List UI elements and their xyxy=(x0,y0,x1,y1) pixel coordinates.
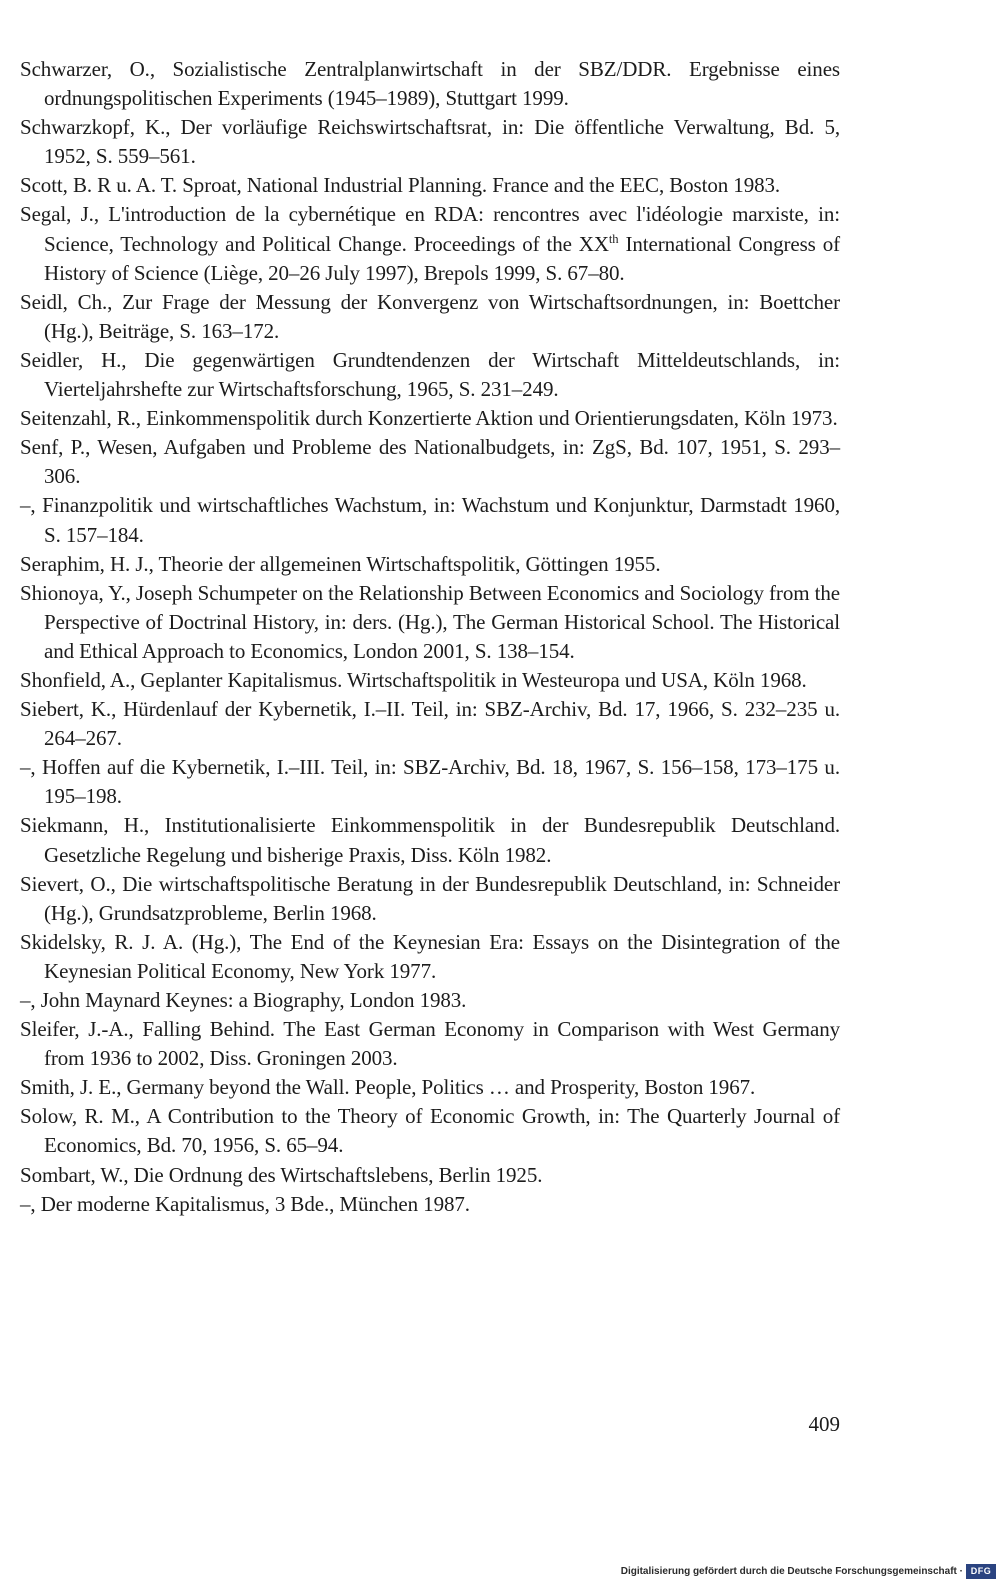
bibliography-entry: Sleifer, J.-A., Falling Behind. The East German Economy in Comparison with West Germany from 1936 to 2002, Diss. Groningen 2003. xyxy=(20,1017,840,1071)
bibliography-entry: Schwarzer, O., Sozialistische Zentralplanwirtschaft in der SBZ/DDR. Ergebnisse eines ordnungspolitischen Experiments (1945–1989), Stuttgart 1999. xyxy=(20,57,840,111)
ordinal-superscript: th xyxy=(608,231,619,246)
bibliography-entry: –, Hoffen auf die Kybernetik, I.–III. Teil, in: SBZ-Archiv, Bd. 18, 1967, S. 156–158, 173–175 u. 195–198. xyxy=(20,755,840,809)
bibliography-entry: Shonfield, A., Geplanter Kapitalismus. Wirtschaftspolitik in Westeuropa und USA, Köln 1968. xyxy=(20,667,807,692)
bibliography-entry: –, Der moderne Kapitalismus, 3 Bde., München 1987. xyxy=(20,1191,470,1216)
bibliography-entry: Seitenzahl, R., Einkommenspolitik durch Konzertierte Aktion und Orientierungsdaten, Köln 1973. xyxy=(20,406,838,431)
bibliography-entry: Smith, J. E., Germany beyond the Wall. People, Politics … and Prosperity, Boston 1967. xyxy=(20,1075,756,1100)
bibliography-entry: Seidler, H., Die gegenwärtigen Grundtendenzen der Wirtschaft Mitteldeutschlands, in: Vierteljahrshefte zur Wirtschaftsforschung, 1965, S. 231–249. xyxy=(20,347,840,402)
bibliography-entry: Skidelsky, R. J. A. (Hg.), The End of the Keynesian Era: Essays on the Disintegration of the Keynesian Political Economy, New York 1977. xyxy=(20,929,840,983)
bibliography-entry: Sievert, O., Die wirtschaftspolitische Beratung in der Bundesrepublik Deutschland, in: Schneider (Hg.), Grundsatzprobleme, Berlin 1968. xyxy=(20,871,840,925)
bibliography-list xyxy=(20,55,840,1219)
page-number: 409 xyxy=(808,1412,840,1436)
dfg-logo: DFG xyxy=(966,1564,996,1579)
bibliography-entry: Schwarzkopf, K., Der vorläufige Reichswirtschaftsrat, in: Die öffentliche Verwaltung, Bd. 5, 1952, S. 559–561. xyxy=(20,115,840,169)
bibliography-entry: Segal, J., L'introduction de la cybernétique en RDA: rencontres avec l'idéologie marxiste, in: Science, Technology and Political Change. Proceedings of the XXth International Congress of History of Science (Liège, 20–26 July 1997), Brepols 1999, S. 67–80. xyxy=(20,202,840,285)
bibliography-entry: Sombart, W., Die Ordnung des Wirtschaftslebens, Berlin 1925. xyxy=(20,1162,543,1187)
bibliography-entry: Seraphim, H. J., Theorie der allgemeinen Wirtschaftspolitik, Göttingen 1955. xyxy=(20,551,661,576)
bibliography-entry: Siekmann, H., Institutionalisierte Einkommenspolitik in der Bundesrepublik Deutschland. Gesetzliche Regelung und bisherige Praxis, Diss. Köln 1982. xyxy=(20,813,840,867)
footer-text: Digitalisierung gefördert durch die Deutsche Forschungsgemeinschaft · xyxy=(620,1565,963,1577)
bibliography-entry: –, Finanzpolitik und wirtschaftliches Wachstum, in: Wachstum und Konjunktur, Darmstadt 1960, S. 157–184. xyxy=(20,493,840,547)
bibliography-entry: Scott, B. R u. A. T. Sproat, National Industrial Planning. France and the EEC, Boston 1983. xyxy=(20,173,781,198)
bibliography-entry: Siebert, K., Hürdenlauf der Kybernetik, I.–II. Teil, in: SBZ-Archiv, Bd. 17, 1966, S. 232–235 u. 264–267. xyxy=(20,697,840,751)
bibliography-entry: Shionoya, Y., Joseph Schumpeter on the Relationship Between Economics and Sociology from the Perspective of Doctrinal History, in: ders. (Hg.), The German Historical School. The Historical and Ethical Approach to Economics, London 2001, S. 138–154. xyxy=(20,580,840,663)
bibliography-entry: Senf, P., Wesen, Aufgaben und Probleme des Nationalbudgets, in: ZgS, Bd. 107, 1951, S. 293–306. xyxy=(20,435,840,489)
digitization-footer xyxy=(621,1562,996,1580)
bibliography-entry: –, John Maynard Keynes: a Biography, London 1983. xyxy=(20,988,467,1012)
bibliography-entry: Solow, R. M., A Contribution to the Theory of Economic Growth, in: The Quarterly Journal of Economics, Bd. 70, 1956, S. 65–94. xyxy=(20,1104,840,1158)
bibliography-entry: Seidl, Ch., Zur Frage der Messung der Konvergenz von Wirtschaftsordnungen, in: Boettcher (Hg.), Beiträge, S. 163–172. xyxy=(20,289,840,343)
